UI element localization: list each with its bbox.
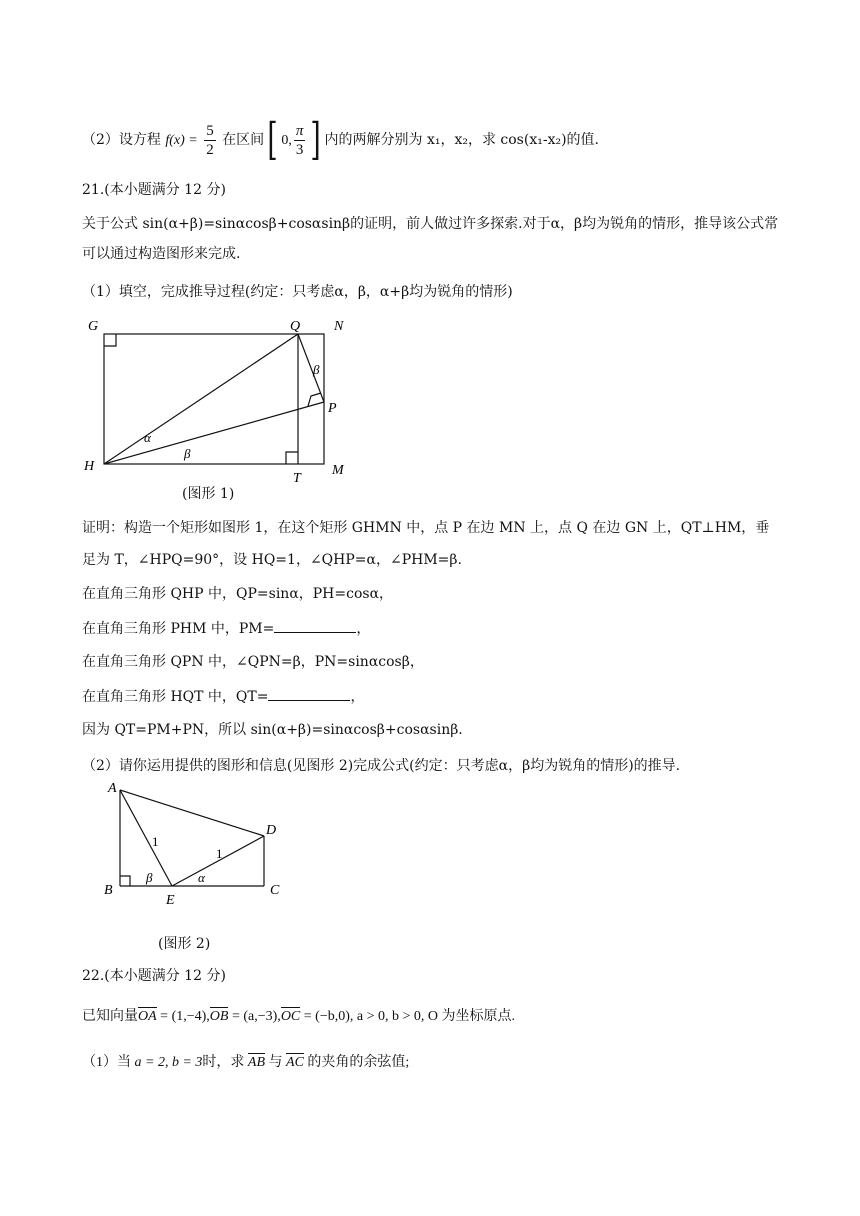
segment-qp (298, 334, 324, 402)
vector-ab: AB (247, 1055, 266, 1070)
fig1-label-beta-h: β (184, 446, 191, 461)
figure-2 (98, 776, 298, 906)
q21-proof-1: 证明：构造一个矩形如图形 1，在这个矩形 GHMN 中，点 P 在边 MN 上，点 Q 在边 GN 上，QT⊥HM，垂 (82, 520, 770, 536)
fig2-label-one-ed: 1 (216, 846, 223, 861)
fig1-label-beta-q: β (313, 362, 320, 377)
right-angle-p-icon (308, 393, 321, 406)
left-bracket-icon: [ (267, 114, 278, 165)
fig2-label-e: E (166, 893, 175, 906)
fig2-label-beta: β (146, 870, 153, 885)
q20-pi-third: $\frac{\pi}{3}$ (295, 122, 304, 158)
fig2-label-alpha: α (198, 870, 205, 885)
q20-suffix: 内的两解分别为 x₁，x₂，求 cos(x₁-x₂)的值. (324, 132, 599, 148)
answer-blank-pm[interactable] (274, 618, 356, 633)
q20-part2-prefix: （2）设方程 (82, 132, 166, 148)
fig2-label-one-ae: 1 (152, 834, 159, 849)
right-angle-t-icon (286, 452, 298, 464)
vector-oa: OA (138, 1009, 157, 1024)
fig1-caption: (图形 1) (182, 486, 235, 502)
fig1-label-q: Q (290, 319, 301, 334)
segment-hq (104, 334, 298, 464)
vector-ob: OB (209, 1009, 229, 1024)
right-bracket-icon: ] (310, 114, 322, 165)
q21-part1: （1）填空，完成推导过程(约定：只考虑α，β，α+β均为锐角的情形) (82, 284, 513, 300)
q21-step-2: 在直角三角形 PHM 中，PM= ， (82, 618, 370, 639)
q21-part2: （2）请你运用提供的图形和信息(见图形 2)完成公式(约定：只考虑α，β均为锐角的情形)的推导. (82, 758, 681, 774)
fig1-label-p: P (328, 401, 337, 416)
q20-mid: 在区间 (217, 132, 265, 148)
right-angle-b-icon (120, 876, 130, 886)
fig1-label-alpha: α (144, 430, 151, 445)
q20-part2-line (82, 114, 599, 165)
answer-blank-qt[interactable] (268, 686, 350, 701)
fig1-label-n: N (334, 319, 344, 334)
q21-intro-2: 可以通过构造图形来完成. (82, 246, 241, 262)
fig2-label-b: B (104, 883, 113, 898)
fig1-label-t: T (293, 471, 301, 486)
q20-five-halves: $\frac{5}{2}$ (206, 122, 214, 158)
q20-interval-left: 0, (281, 133, 292, 148)
q21-step-4: 在直角三角形 HQT 中，QT= ， (82, 686, 364, 707)
q21-step-1: 在直角三角形 QHP 中，QP=sinα，PH=cosα， (82, 586, 394, 602)
fig2-caption: (图形 2) (158, 936, 211, 952)
vector-ac: AC (286, 1055, 304, 1070)
fig2-label-a: A (108, 781, 117, 796)
q22-part1: （1）当 a = 2, b = 3时，求 AB 与 AC 的夹角的余弦值; (82, 1055, 410, 1070)
figure-1 (82, 312, 372, 512)
vector-oc: OC (280, 1009, 301, 1024)
q22-known: 已知向量OA = (1,−4),OB = (a,−3),OC = (−b,0), a > 0, b > 0, O 为坐标原点. (82, 1009, 515, 1024)
segment-hp (104, 402, 324, 464)
fig2-label-d: D (266, 823, 277, 838)
q20-func: f(x) = (165, 133, 198, 148)
q21-step-5: 因为 QT=PM+PN，所以 sin(α+β)=sinαcosβ+cosαsinβ. (82, 722, 463, 738)
q21-header: 21.(本小题满分 12 分) (82, 182, 226, 198)
fig1-label-h: H (84, 459, 95, 474)
q21-proof-2: 足为 T，∠HPQ=90°，设 HQ=1，∠QHP=α，∠PHM=β. (82, 552, 462, 568)
fig1-label-m: M (332, 463, 344, 478)
fig1-label-g: G (88, 319, 99, 334)
segment-ed (172, 836, 264, 886)
q22-header: 22.(本小题满分 12 分) (82, 968, 226, 984)
q21-intro-1: 关于公式 sin(α+β)=sinαcosβ+cosαsinβ的证明，前人做过许多探索.对于α，β均为锐角的情形，推导该公式常 (82, 216, 779, 232)
right-angle-g-icon (104, 334, 116, 346)
rect-ghmn (104, 334, 324, 464)
q22-condition: a = 2, b = 3 (134, 1055, 203, 1070)
q21-step-3: 在直角三角形 QPN 中，∠QPN=β，PN=sinαcosβ， (82, 654, 424, 670)
fig2-label-c: C (270, 883, 280, 898)
